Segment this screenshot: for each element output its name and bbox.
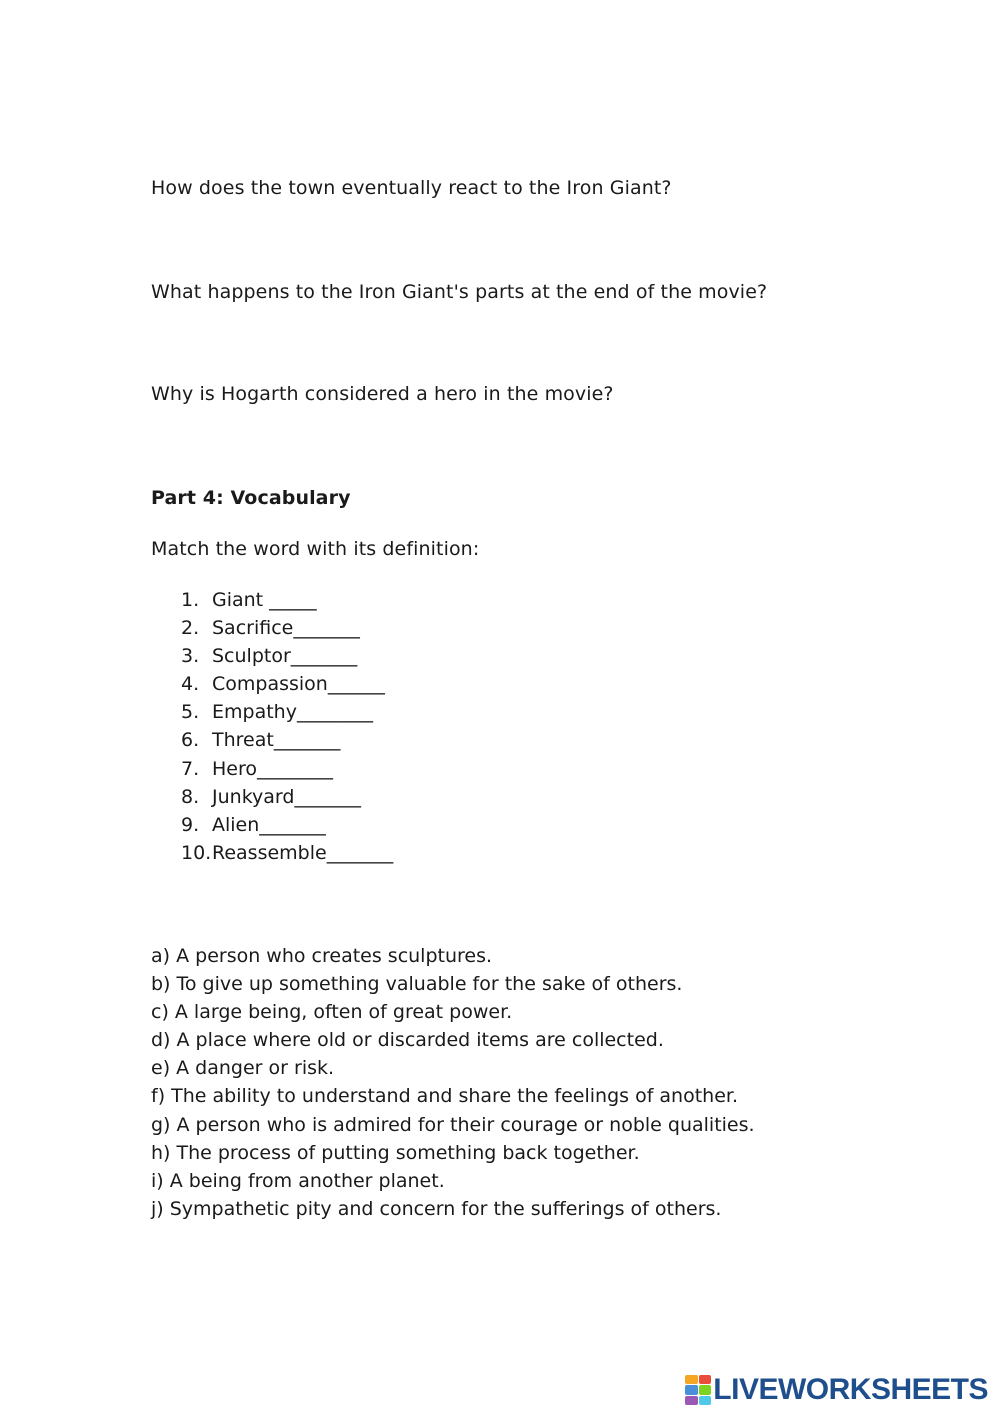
vocab-number: 1. xyxy=(181,589,200,611)
vocab-item[interactable] xyxy=(151,841,393,869)
part4-heading: Part 4: Vocabulary xyxy=(151,487,351,509)
definition-item: d) A place where old or discarded items are collected. xyxy=(151,1029,664,1052)
vocab-number: 6. xyxy=(181,729,200,752)
vocab-word: Hero________ xyxy=(212,757,333,780)
definition-item: b) To give up something valuable for the sake of others. xyxy=(151,973,683,996)
logo-block xyxy=(699,1396,712,1405)
vocab-word: Alien_______ xyxy=(212,813,326,836)
vocabulary-list xyxy=(151,588,393,869)
vocab-number: 5. xyxy=(181,701,200,724)
vocab-item[interactable] xyxy=(151,757,393,785)
logo-text: LIVEWORKSHEETS xyxy=(713,1373,988,1406)
vocab-word: Threat_______ xyxy=(212,729,341,752)
vocab-item[interactable] xyxy=(151,813,393,841)
logo-block xyxy=(699,1385,712,1394)
definition-item: c) A large being, often of great power. xyxy=(151,1001,513,1024)
logo-block xyxy=(685,1385,698,1394)
vocab-item[interactable] xyxy=(151,616,393,644)
definition-item: g) A person who is admired for their courage or noble qualities. xyxy=(151,1113,755,1136)
vocab-number: 7. xyxy=(181,757,200,780)
definition-item: h) The process of putting something back together. xyxy=(151,1141,640,1164)
vocab-number: 9. xyxy=(181,813,200,836)
vocab-item[interactable] xyxy=(151,644,393,672)
vocab-item[interactable] xyxy=(151,672,393,700)
vocab-word: Compassion______ xyxy=(212,673,385,696)
vocab-word: Junkyard_______ xyxy=(212,785,361,808)
question-town-reaction: How does the town eventually react to the Iron Giant? xyxy=(151,177,672,199)
vocab-item[interactable] xyxy=(151,700,393,728)
question-hogarth-hero: Why is Hogarth considered a hero in the movie? xyxy=(151,383,614,405)
vocab-item[interactable] xyxy=(151,728,393,756)
definition-item: f) The ability to understand and share the feelings of another. xyxy=(151,1085,739,1108)
vocab-item[interactable] xyxy=(151,785,393,813)
vocab-item[interactable] xyxy=(151,588,393,616)
definition-item: i) A being from another planet. xyxy=(151,1169,445,1192)
vocab-word: Empathy________ xyxy=(212,701,373,724)
definition-item: j) Sympathetic pity and concern for the sufferings of others. xyxy=(151,1197,722,1220)
vocab-word: Sculptor_______ xyxy=(212,645,358,668)
definitions-list xyxy=(151,944,755,1225)
logo-block xyxy=(699,1375,712,1384)
vocab-number: 10. xyxy=(181,841,212,864)
logo-block xyxy=(685,1375,698,1384)
vocab-word: Sacrifice_______ xyxy=(212,617,360,640)
definition-item: a) A person who creates sculptures. xyxy=(151,945,493,967)
vocab-number: 3. xyxy=(181,645,200,668)
liveworksheets-logo[interactable] xyxy=(685,1373,988,1407)
logo-block xyxy=(685,1396,698,1405)
liveworksheets-logo-icon xyxy=(685,1375,711,1405)
vocab-number: 4. xyxy=(181,673,200,696)
question-giant-parts: What happens to the Iron Giant's parts at the end of the movie? xyxy=(151,281,768,303)
definition-item: e) A danger or risk. xyxy=(151,1057,335,1080)
vocab-number: 2. xyxy=(181,617,200,640)
vocab-word: Reassemble_______ xyxy=(212,841,394,864)
vocab-number: 8. xyxy=(181,785,200,808)
vocab-word: Giant _____ xyxy=(212,589,317,611)
part4-instruction: Match the word with its definition: xyxy=(151,538,480,560)
